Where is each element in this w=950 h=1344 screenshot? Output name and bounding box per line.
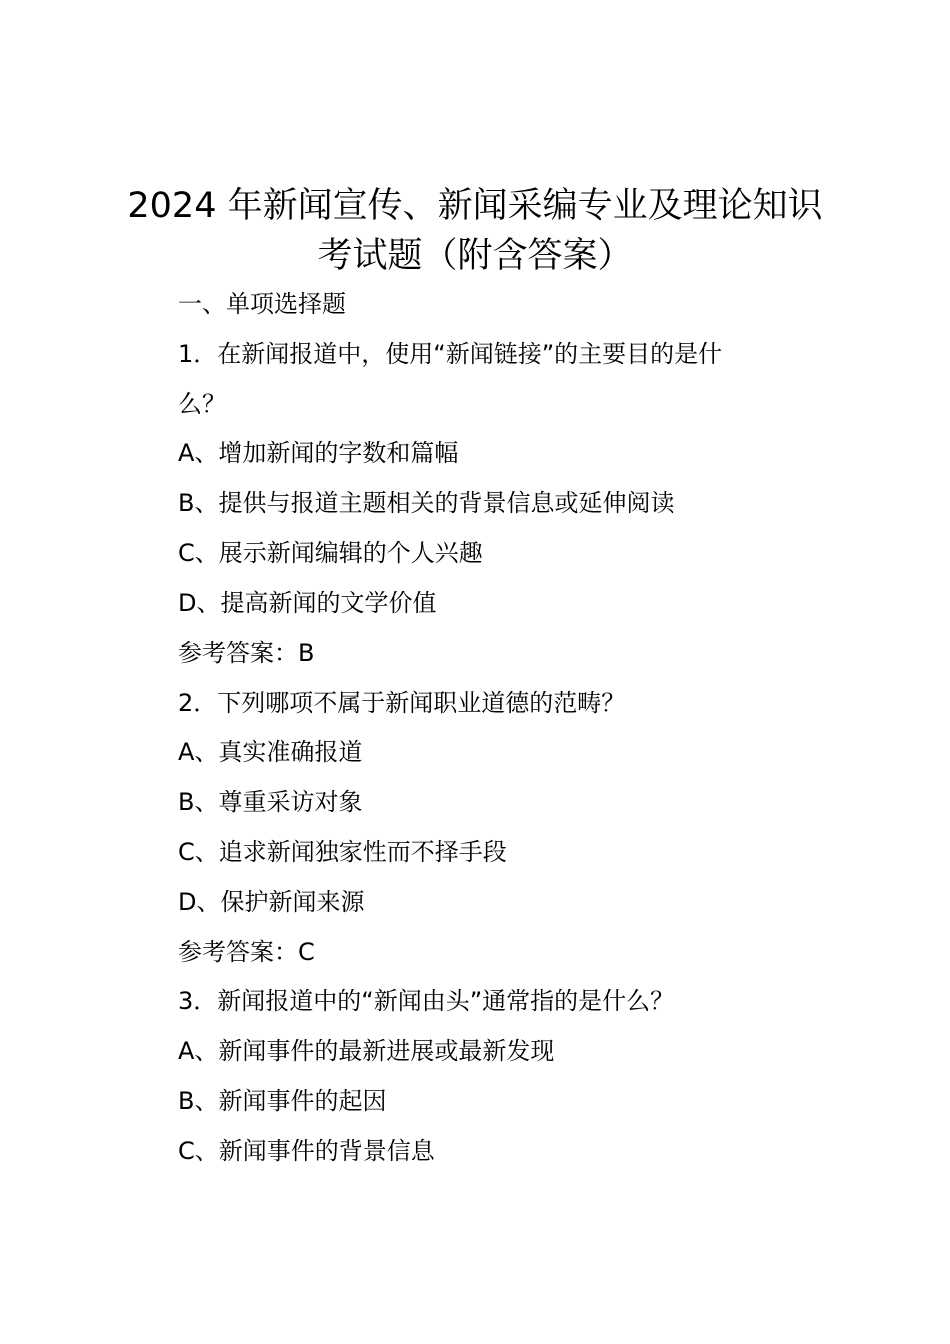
question-1-answer: 参考答案：B — [178, 639, 315, 667]
question-1-stem-continued: 么？ — [178, 390, 226, 418]
question-1-option-a: A、增加新闻的字数和篇幅 — [178, 439, 459, 467]
question-1-option-d: D、提高新闻的文学价值 — [178, 589, 437, 617]
question-2-option-b: B、尊重采访对象 — [178, 788, 363, 816]
question-1-option-b: B、提供与报道主题相关的背景信息或延伸阅读 — [178, 489, 675, 517]
question-1-stem: 1．在新闻报道中，使用“新闻链接”的主要目的是什 — [178, 340, 723, 368]
question-3-option-a: A、新闻事件的最新进展或最新发现 — [178, 1037, 555, 1065]
document-title-line-1: 2024 年新闻宣传、新闻采编专业及理论知识 — [127, 186, 823, 226]
question-3-stem: 3．新闻报道中的“新闻由头”通常指的是什么？ — [178, 987, 675, 1015]
question-3-option-b: B、新闻事件的起因 — [178, 1087, 387, 1115]
question-2-option-a: A、真实准确报道 — [178, 738, 363, 766]
question-1-option-c: C、展示新闻编辑的个人兴趣 — [178, 539, 483, 567]
question-2-answer: 参考答案：C — [178, 938, 315, 966]
section-heading: 一、单项选择题 — [178, 290, 346, 318]
question-2-option-d: D、保护新闻来源 — [178, 888, 365, 916]
question-2-option-c: C、追求新闻独家性而不择手段 — [178, 838, 507, 866]
document-title-line-2: 考试题（附含答案） — [317, 236, 633, 276]
question-3-option-c: C、新闻事件的背景信息 — [178, 1137, 435, 1165]
question-2-stem: 2．下列哪项不属于新闻职业道德的范畴？ — [178, 689, 626, 717]
